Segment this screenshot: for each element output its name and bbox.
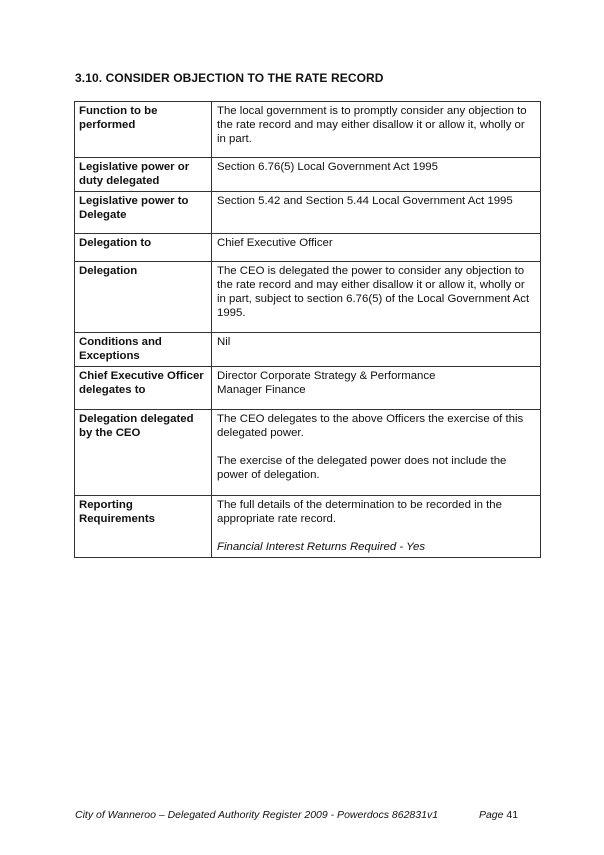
row-value: [212, 192, 541, 234]
section-title: 3.10. CONSIDER OBJECTION TO THE RATE RECORD: [75, 71, 384, 85]
row-value: [212, 496, 541, 558]
row-label: Reporting Requirements: [75, 496, 212, 558]
row-label: Legislative power or duty delegated: [75, 158, 212, 192]
footer-text: City of Wanneroo – Delegated Authority Register 2009 - Powerdocs 862831v1: [75, 809, 439, 821]
row-label: Chief Executive Officer delegates to: [75, 367, 212, 410]
table-row: [75, 102, 541, 158]
value-paragraph: The full details of the determination to be recorded in the appropriate rate record.: [217, 499, 502, 525]
row-value: [212, 234, 541, 262]
row-value: [212, 410, 541, 496]
value-paragraph: Chief Executive Officer: [217, 237, 333, 249]
value-paragraph: The CEO delegates to the above Officers the exercise of this delegated power.: [217, 413, 524, 439]
row-label: Delegation to: [75, 234, 212, 262]
row-value: [212, 102, 541, 158]
page-footer: [75, 809, 518, 821]
page-number-value: 41: [506, 809, 519, 821]
row-label: Delegation: [75, 262, 212, 333]
row-label: Delegation delegated by the CEO: [75, 410, 212, 496]
row-label: Conditions and Exceptions: [75, 333, 212, 367]
row-value: [212, 158, 541, 192]
row-value: [212, 333, 541, 367]
row-value: [212, 367, 541, 410]
row-value: [212, 262, 541, 333]
page-prefix: Page: [478, 809, 504, 821]
value-paragraph: The CEO is delegated the power to consider any objection to the rate record and may either disallow it or allow it, wholly or in part, subject to section 6.76(5) of the Local Government Act 1995.: [217, 265, 530, 319]
delegation-table: [74, 101, 541, 558]
value-paragraph: Section 6.76(5) Local Government Act 1995: [217, 161, 438, 173]
value-paragraph: Section 5.42 and Section 5.44 Local Government Act 1995: [217, 195, 513, 207]
table-row: [75, 496, 541, 558]
table-row: [75, 367, 541, 410]
value-paragraph: The local government is to promptly consider any objection to the rate record and may either disallow it or allow it, wholly or in part.: [217, 105, 527, 145]
page-number: [479, 809, 518, 821]
table-row: [75, 158, 541, 192]
value-paragraph: Financial Interest Returns Required - Yes: [217, 541, 426, 553]
row-label: Legislative power to Delegate: [75, 192, 212, 234]
table-row: [75, 192, 541, 234]
value-paragraph: Manager Finance: [217, 384, 306, 396]
table-row: [75, 262, 541, 333]
value-paragraph: Nil: [217, 336, 231, 348]
table-row: [75, 333, 541, 367]
table-row: [75, 234, 541, 262]
value-paragraph: Director Corporate Strategy & Performance: [217, 370, 436, 382]
value-paragraph: The exercise of the delegated power does not include the power of delegation.: [217, 455, 507, 481]
row-label: Function to be performed: [75, 102, 212, 158]
table-row: [75, 410, 541, 496]
